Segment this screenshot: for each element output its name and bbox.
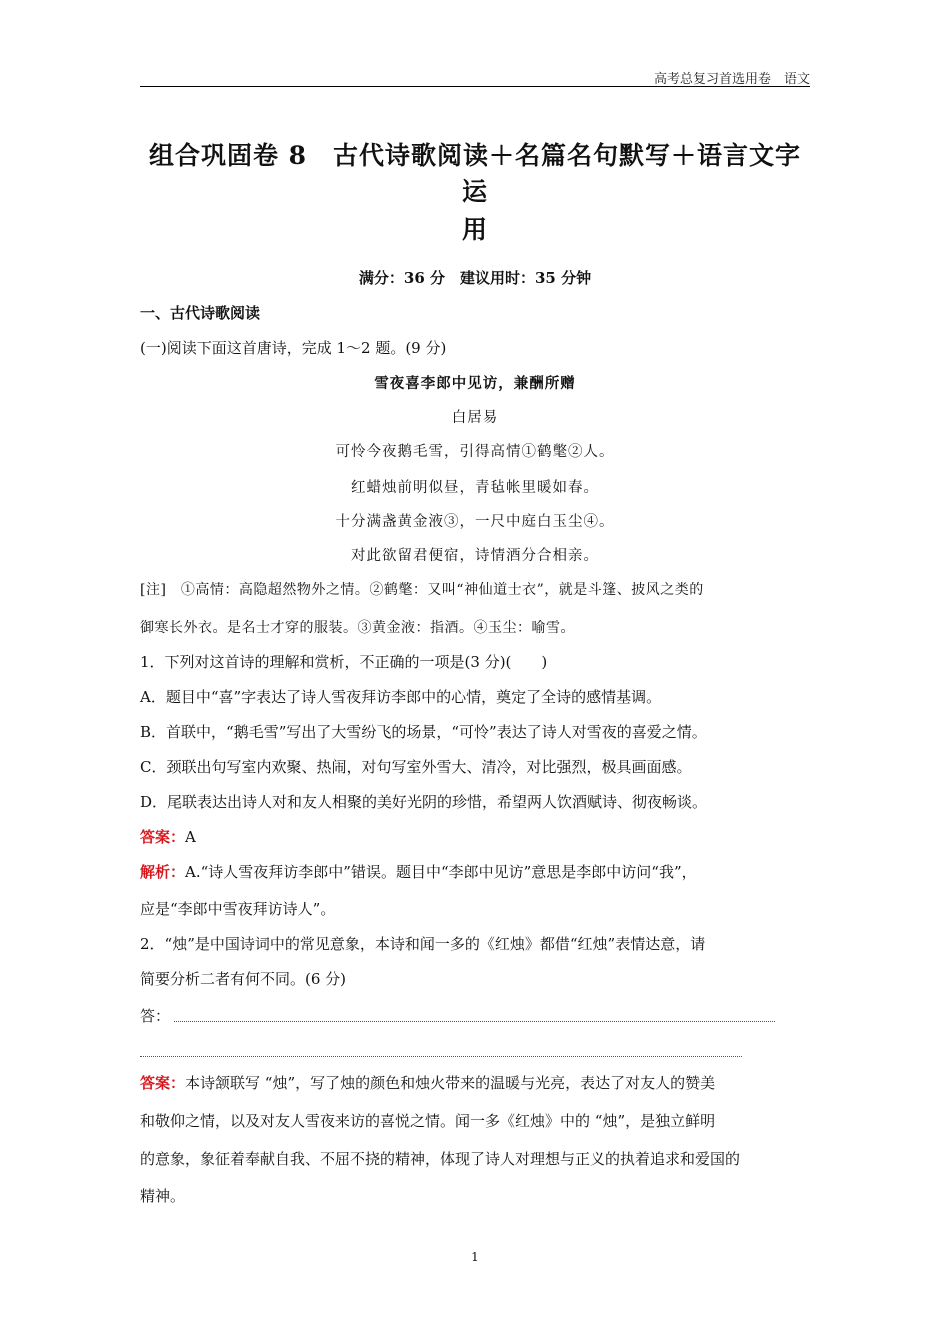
answer-2-line-4: 精神。 — [140, 1187, 186, 1205]
question-2-stem-line-2: 简要分析二者有何不同。(6 分) — [140, 970, 347, 988]
answer-text: 本诗颔联写 “烛”，写了烛的颜色和烛火带来的温暖与光亮，表达了对友人的赞美 — [185, 1074, 716, 1092]
answer-label: 答案： — [140, 828, 186, 846]
section-heading: 一、古代诗歌阅读 — [140, 304, 261, 322]
part-intro: (一)阅读下面这首唐诗，完成 1～2 题。(9 分) — [140, 339, 447, 357]
question-1-stem: 1．下列对这首诗的理解和赏析，不正确的一项是(3 分)( ) — [140, 653, 548, 671]
answer-2-line-3: 的意象，象征着奉献自我、不屈不挠的精神，体现了诗人对理想与正义的执着追求和爱国的 — [140, 1150, 741, 1168]
page-title-line-1: 组合巩固卷 8 古代诗歌阅读＋名篇名句默写＋语言文字运 — [148, 141, 802, 206]
answer-2-line-2: 和敬仰之情，以及对友人雪夜来访的喜悦之情。闻一多《红烛》中的 “烛”，是独立鲜明 — [140, 1112, 716, 1130]
option-b: B．首联中，“鹅毛雪”写出了大雪纷飞的场景，“可怜”表达了诗人对雪夜的喜爱之情。 — [140, 723, 707, 741]
question-2-stem-line-1: 2．“烛”是中国诗词中的常见意象，本诗和闻一多的《红烛》都借“红烛”表情达意，请 — [140, 935, 706, 953]
poem-line: 对此欲留君便宿，诗情酒分合相亲。 — [351, 548, 599, 564]
notes-line: 御寒长外衣。是名士才穿的服装。③黄金液：指酒。④玉尘：喻雪。 — [140, 620, 575, 636]
answer-1 — [140, 826, 810, 847]
page-number: 1 — [471, 1250, 479, 1264]
answer-value: A — [185, 828, 196, 846]
analysis-1-line-2: 应是“李郎中雪夜拜访诗人”。 — [140, 900, 336, 918]
answer-2-line-1 — [140, 1072, 810, 1093]
analysis-text: A.“诗人雪夜拜访李郎中”错误。题目中“李郎中见访”意思是李郎中访问“我”， — [185, 863, 697, 881]
poem-line: 可怜今夜鹅毛雪，引得高情①鹤氅②人。 — [335, 444, 615, 460]
poem-line: 红蜡烛前明似昼，青毡帐里暖如春。 — [351, 480, 599, 496]
option-a: A．题目中“喜”字表达了诗人雪夜拜访李郎中的心情，奠定了全诗的感情基调。 — [140, 688, 662, 706]
option-d: D．尾联表达出诗人对和友人相聚的美好光阴的珍惜，希望两人饮酒赋诗、彻夜畅谈。 — [140, 793, 708, 811]
notes-line: [注] ①高情：高隐超然物外之情。②鹤氅：又叫“神仙道士衣”，就是斗篷、披风之类的 — [140, 582, 704, 598]
page-title-line-2: 用 — [461, 215, 488, 244]
answer-blank-line[interactable] — [174, 1021, 775, 1022]
running-header: 高考总复习首选用卷 语文 — [653, 72, 810, 87]
analysis-1-line-1 — [140, 861, 810, 882]
analysis-label: 解析： — [140, 863, 186, 881]
answer-label: 答案： — [140, 1074, 186, 1092]
poem-author: 白居易 — [451, 410, 499, 426]
poem-line: 十分满盏黄金液③，一尺中庭白玉尘④。 — [335, 514, 615, 530]
option-c: C．颈联出句写室内欢聚、热闹，对句写室外雪大、清冷，对比强烈，极具画面感。 — [140, 758, 692, 776]
poem-title: 雪夜喜李郎中见访，兼酬所赠 — [374, 375, 576, 392]
header-rule — [140, 86, 810, 87]
score-time-info: 满分：36 分 建议用时：35 分钟 — [358, 269, 592, 287]
answer-prompt: 答： — [140, 1007, 171, 1025]
answer-blank-line[interactable] — [140, 1056, 742, 1057]
